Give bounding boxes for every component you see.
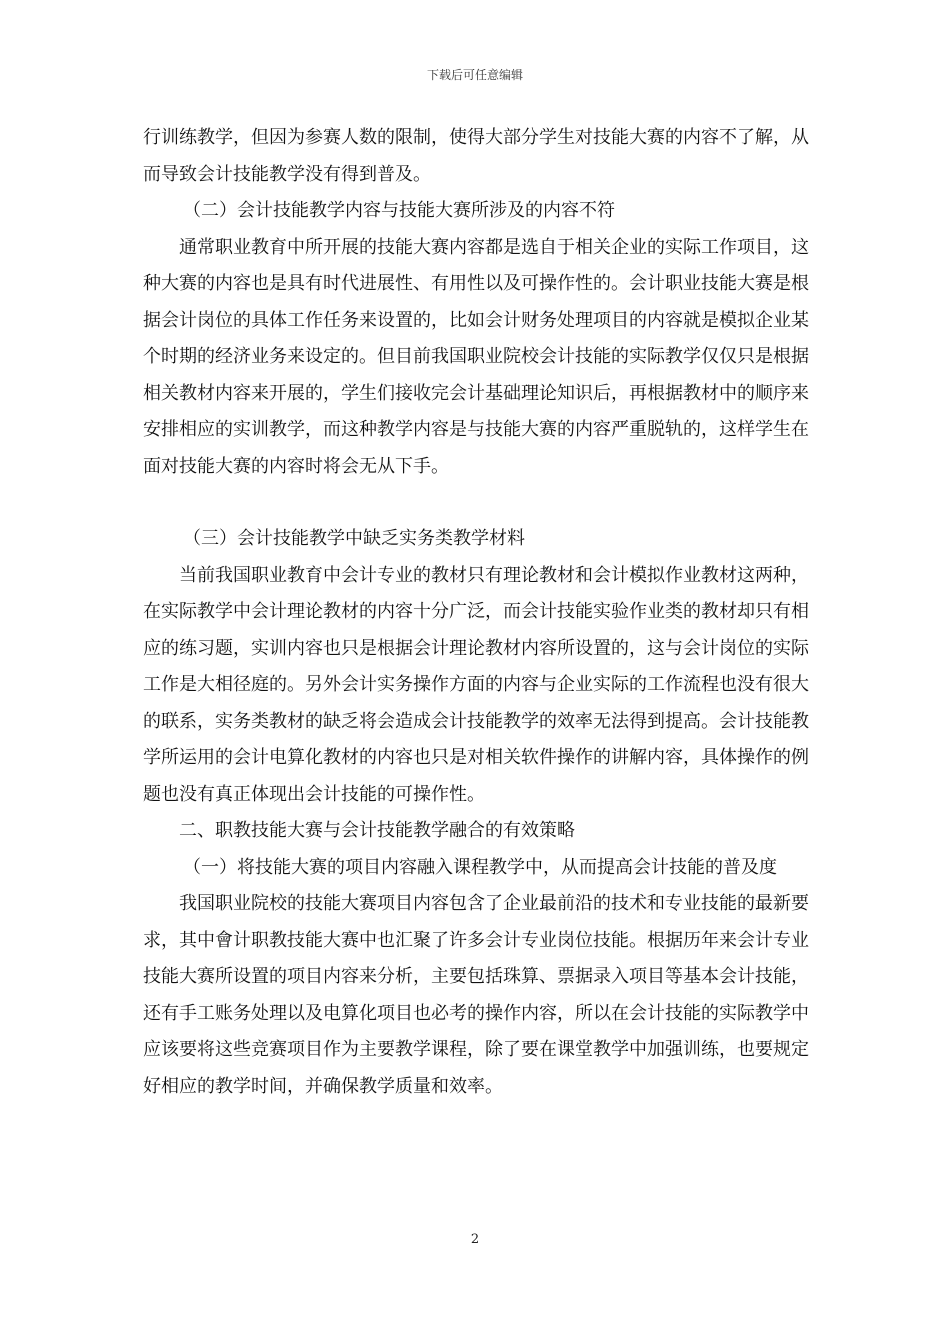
paragraph-spacer (143, 485, 809, 521)
paragraph-body: 当前我国职业教育中会计专业的教材只有理论教材和会计模拟作业教材这两种，在实际教学中会计理论教材的内容十分广泛，而会计技能实验作业类的教材却只有相应的练习题，实训内容也只是根据会计理论教材内容所设置的，这与会计岗位的实际工作是大相径庭的。另外会计实务操作方面的内容与企业实际的工作流程也没有很大的联系，实务类教材的缺乏将会造成会计技能教学的效率无法得到提高。会计技能教学所运用的会计电算化教材的内容也只是对相关软件操作的讲解内容，具体操作的例题也没有真正体现出会计技能的可操作性。 (143, 564, 809, 805)
section-heading-1: （一）将技能大赛的项目内容融入课程教学中，从而提高会计技能的普及度 (183, 856, 777, 878)
paragraph-body: 通常职业教育中所开展的技能大赛内容都是选自于相关企业的实际工作项目，这种大赛的内容也是具有时代进展性、有用性以及可操作性的。会计职业技能大赛是根据会计岗位的具体工作任务来设置的，比如会计财务处理项目的内容就是模拟企业某个时期的经济业务来设定的。但目前我国职业院校会计技能的实际教学仅仅只是根据相关教材内容来开展的，学生们接收完会计基础理论知识后，再根据教材中的顺序来安排相应的实训教学，而这种教学内容是与技能大赛的内容严重脱轨的，这样学生在面对技能大赛的内容时将会无从下手。 (143, 236, 809, 477)
section-heading-main: 二、职教技能大赛与会计技能教学融合的有效策略 (179, 820, 575, 841)
page-header: 下载后可任意编辑 (426, 68, 523, 82)
document-body (143, 120, 809, 1105)
paragraph-body: 我国职业院校的技能大赛项目内容包含了企业最前沿的技术和专业技能的最新要求，其中會计职教技能大赛中也汇聚了许多会计专业岗位技能。根据历年来会计专业技能大赛所设置的项目内容来分析，主要包括珠算、票据录入项目等基本会计技能，还有手工账务处理以及电算化项目也必考的操作内容，所以在会计技能的实际教学中应该要将这些竞赛项目作为主要教学课程，除了要在课堂教学中加强训练，也要规定好相应的教学时间，并确保教学质量和效率。 (143, 893, 809, 1097)
section-heading-3: （三）会计技能教学中缺乏实务类教学材料 (183, 528, 525, 549)
page-number: 2 (470, 1232, 480, 1247)
section-heading-2: （二）会计技能教学内容与技能大赛所涉及的内容不符 (183, 200, 615, 221)
paragraph-continuation: 行训练教学，但因为参赛人数的限制，使得大部分学生对技能大赛的内容不了解，从而导致会计技能教学没有得到普及。 (143, 127, 809, 185)
